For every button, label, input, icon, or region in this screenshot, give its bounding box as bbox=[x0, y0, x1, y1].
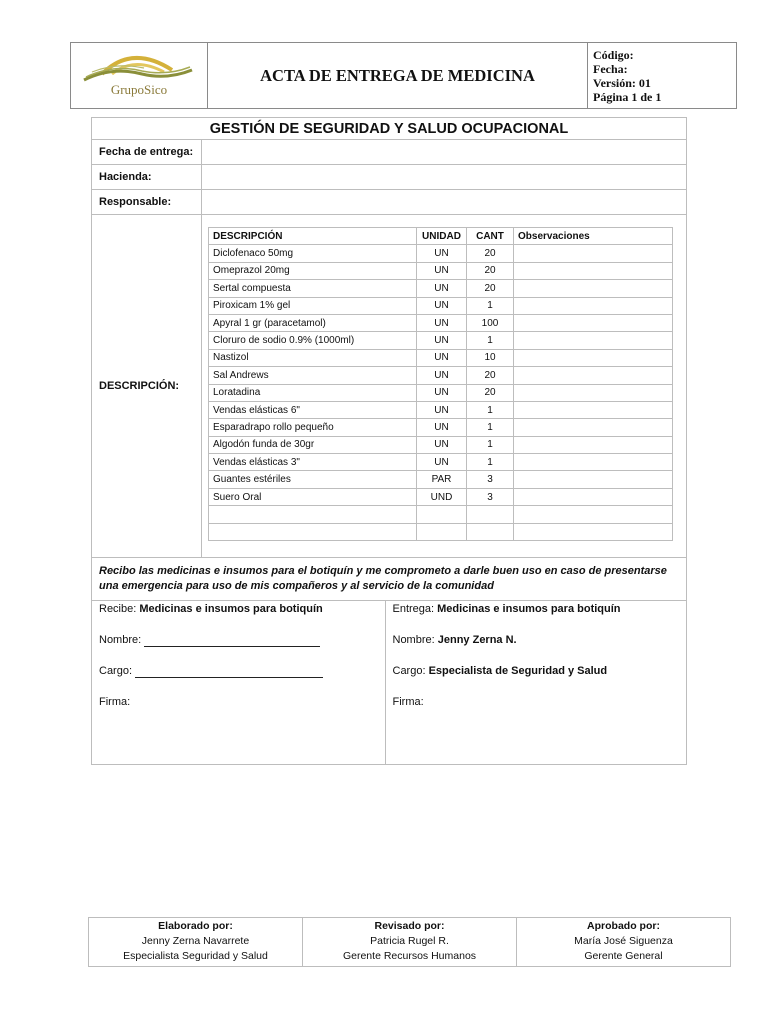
revisado-title: Revisado por: bbox=[374, 920, 445, 932]
cell-observaciones[interactable] bbox=[514, 471, 673, 488]
entrega-cargo-label: Cargo: bbox=[392, 665, 429, 678]
approval-footer bbox=[88, 917, 731, 967]
recibe-cargo-line bbox=[99, 663, 385, 694]
recibe-line bbox=[99, 601, 385, 632]
elaborado-role: Especialista Seguridad y Salud bbox=[123, 950, 268, 962]
cell-observaciones[interactable] bbox=[514, 523, 673, 540]
hacienda-field[interactable] bbox=[202, 165, 687, 190]
table-header-row bbox=[209, 228, 673, 245]
aprobado-name: María José Siguenza bbox=[574, 935, 673, 947]
signature-table bbox=[92, 601, 686, 764]
recibe-value: Medicinas e insumos para botiquín bbox=[139, 603, 323, 616]
cell-descripcion: Sal Andrews bbox=[209, 367, 417, 384]
table-row bbox=[209, 419, 673, 436]
cell-observaciones[interactable] bbox=[514, 332, 673, 349]
cell-observaciones[interactable] bbox=[514, 436, 673, 453]
cell-cant: 100 bbox=[467, 314, 514, 331]
cell-cant: 20 bbox=[467, 262, 514, 279]
cell-cant: 3 bbox=[467, 471, 514, 488]
cell-cant: 10 bbox=[467, 349, 514, 366]
col-header-cant: CANT bbox=[467, 228, 514, 245]
cell-unidad: UN bbox=[417, 314, 467, 331]
pagina-total: 1 bbox=[655, 89, 662, 104]
document-header bbox=[70, 42, 737, 109]
table-row bbox=[209, 245, 673, 262]
table-row bbox=[209, 488, 673, 505]
cell-descripcion: Algodón funda de 30gr bbox=[209, 436, 417, 453]
cell-observaciones[interactable] bbox=[514, 314, 673, 331]
section-title: GESTIÓN DE SEGURIDAD Y SALUD OCUPACIONAL bbox=[92, 118, 687, 140]
recibe-nombre-line bbox=[99, 632, 385, 663]
responsable-field[interactable] bbox=[202, 190, 687, 215]
entrega-nombre-label: Nombre: bbox=[392, 634, 438, 647]
cell-observaciones[interactable] bbox=[514, 384, 673, 401]
table-row bbox=[209, 436, 673, 453]
cell-descripcion: Omeprazol 20mg bbox=[209, 262, 417, 279]
medicine-form bbox=[91, 117, 687, 765]
entrega-line bbox=[393, 601, 687, 632]
cell-cant: 1 bbox=[467, 454, 514, 471]
cell-unidad: UN bbox=[417, 436, 467, 453]
revisado-role: Gerente Recursos Humanos bbox=[342, 950, 477, 962]
document-title: ACTA DE ENTREGA DE MEDICINA bbox=[208, 43, 588, 109]
elaborado-cell bbox=[89, 918, 303, 967]
signature-section bbox=[92, 601, 687, 765]
fecha-entrega-field[interactable] bbox=[202, 140, 687, 165]
table-row bbox=[209, 280, 673, 297]
cell-cant bbox=[467, 506, 514, 523]
table-row bbox=[209, 471, 673, 488]
table-row bbox=[209, 262, 673, 279]
elaborado-name: Jenny Zerna Navarrete bbox=[141, 935, 250, 947]
cell-observaciones[interactable] bbox=[514, 454, 673, 471]
cell-unidad bbox=[417, 506, 467, 523]
table-row bbox=[209, 401, 673, 418]
pagina-label bbox=[593, 90, 736, 104]
document-meta bbox=[588, 43, 737, 109]
cell-observaciones[interactable] bbox=[514, 262, 673, 279]
cell-unidad: PAR bbox=[417, 471, 467, 488]
table-row bbox=[209, 314, 673, 331]
cell-unidad bbox=[417, 523, 467, 540]
aprobado-cell bbox=[517, 918, 731, 967]
descripcion-label: DESCRIPCIÓN: bbox=[92, 215, 202, 558]
cell-observaciones[interactable] bbox=[514, 419, 673, 436]
elaborado-title: Elaborado por: bbox=[158, 920, 233, 932]
cell-descripcion: Diclofenaco 50mg bbox=[209, 245, 417, 262]
aprobado-title: Aprobado por: bbox=[587, 920, 660, 932]
col-header-descripcion: DESCRIPCIÓN bbox=[209, 228, 417, 245]
cell-descripcion: Loratadina bbox=[209, 384, 417, 401]
cell-unidad: UN bbox=[417, 419, 467, 436]
recibe-cargo-label: Cargo: bbox=[99, 665, 136, 678]
cell-cant: 1 bbox=[467, 436, 514, 453]
commitment-notice: Recibo las medicinas e insumos para el botiquín y me comprometo a darle buen uso en caso de presentarse una emergencia para uso de mis compañeros y al servicio de la comunidad bbox=[92, 558, 687, 601]
recibe-nombre-field[interactable] bbox=[144, 636, 320, 647]
cell-observaciones[interactable] bbox=[514, 349, 673, 366]
responsable-label: Responsable: bbox=[92, 190, 202, 215]
cell-descripcion: Vendas elásticas 3" bbox=[209, 454, 417, 471]
cell-descripcion: Piroxicam 1% gel bbox=[209, 297, 417, 314]
cell-unidad: UN bbox=[417, 262, 467, 279]
recibe-label: Recibe: bbox=[99, 603, 140, 616]
cell-unidad: UN bbox=[417, 384, 467, 401]
entrega-value: Medicinas e insumos para botiquín bbox=[437, 603, 621, 616]
cell-observaciones[interactable] bbox=[514, 367, 673, 384]
entrega-firma-label: Firma: bbox=[392, 696, 424, 709]
table-row bbox=[209, 454, 673, 471]
cell-descripcion: Suero Oral bbox=[209, 488, 417, 505]
aprobado-role: Gerente General bbox=[584, 950, 663, 962]
recibe-nombre-label: Nombre: bbox=[99, 634, 145, 647]
cell-cant: 20 bbox=[467, 367, 514, 384]
entrega-label: Entrega: bbox=[392, 603, 438, 616]
cell-cant: 1 bbox=[467, 297, 514, 314]
cell-cant: 20 bbox=[467, 245, 514, 262]
cell-descripcion: Apyral 1 gr (paracetamol) bbox=[209, 314, 417, 331]
table-row bbox=[209, 367, 673, 384]
cell-unidad: UN bbox=[417, 245, 467, 262]
cell-unidad: UND bbox=[417, 488, 467, 505]
cell-observaciones[interactable] bbox=[514, 280, 673, 297]
medicine-table bbox=[208, 227, 673, 541]
cell-descripcion bbox=[209, 523, 417, 540]
pagina-prefix: Página bbox=[593, 89, 632, 104]
entrega-cargo-value: Especialista de Seguridad y Salud bbox=[428, 665, 608, 678]
cell-descripcion: Nastizol bbox=[209, 349, 417, 366]
cell-descripcion: Cloruro de sodio 0.9% (1000ml) bbox=[209, 332, 417, 349]
hacienda-label: Hacienda: bbox=[92, 165, 202, 190]
cell-unidad: UN bbox=[417, 297, 467, 314]
logo-cell bbox=[71, 43, 208, 109]
cell-observaciones[interactable] bbox=[514, 506, 673, 523]
cell-cant: 1 bbox=[467, 401, 514, 418]
table-row bbox=[209, 506, 673, 523]
fecha-entrega-label: Fecha de entrega: bbox=[92, 140, 202, 165]
cell-descripcion bbox=[209, 506, 417, 523]
recibe-firma-line bbox=[99, 694, 385, 725]
cell-observaciones[interactable] bbox=[514, 297, 673, 314]
cell-descripcion: Esparadrapo rollo pequeño bbox=[209, 419, 417, 436]
table-row bbox=[209, 297, 673, 314]
entrega-cargo-line bbox=[393, 663, 687, 694]
cell-cant: 3 bbox=[467, 488, 514, 505]
pagina-de: de bbox=[637, 89, 656, 104]
cell-cant bbox=[467, 523, 514, 540]
codigo-label: Código: bbox=[593, 47, 634, 62]
recibe-cargo-field[interactable] bbox=[135, 667, 323, 678]
entrega-nombre-value: Jenny Zerna N. bbox=[437, 634, 517, 647]
table-row bbox=[209, 332, 673, 349]
cell-descripcion: Sertal compuesta bbox=[209, 280, 417, 297]
entrega-firma-line bbox=[393, 694, 687, 725]
entrega-nombre-line bbox=[393, 632, 687, 663]
cell-cant: 20 bbox=[467, 280, 514, 297]
pagina-num: 1 bbox=[631, 89, 638, 104]
col-header-observaciones: Observaciones bbox=[514, 228, 673, 245]
cell-descripcion: Vendas elásticas 6" bbox=[209, 401, 417, 418]
cell-cant: 1 bbox=[467, 419, 514, 436]
cell-descripcion: Guantes estériles bbox=[209, 471, 417, 488]
version-label: Versión: 01 bbox=[593, 75, 651, 90]
cell-unidad: UN bbox=[417, 367, 467, 384]
revisado-name: Patricia Rugel R. bbox=[370, 935, 449, 947]
cell-unidad: UN bbox=[417, 401, 467, 418]
cell-observaciones[interactable] bbox=[514, 401, 673, 418]
gruposico-logo-icon bbox=[72, 44, 206, 102]
recibe-firma-label: Firma: bbox=[99, 696, 131, 709]
cell-unidad: UN bbox=[417, 349, 467, 366]
table-row bbox=[209, 384, 673, 401]
table-row bbox=[209, 349, 673, 366]
cell-unidad: UN bbox=[417, 332, 467, 349]
cell-unidad: UN bbox=[417, 280, 467, 297]
fecha-meta-label: Fecha: bbox=[593, 61, 628, 76]
col-header-unidad: UNIDAD bbox=[417, 228, 467, 245]
logo-text: GrupoSico bbox=[110, 82, 168, 97]
cell-observaciones[interactable] bbox=[514, 488, 673, 505]
recibe-block bbox=[92, 601, 385, 764]
entrega-block bbox=[385, 601, 686, 764]
descripcion-cell bbox=[202, 215, 687, 558]
cell-cant: 20 bbox=[467, 384, 514, 401]
table-row bbox=[209, 523, 673, 540]
cell-unidad: UN bbox=[417, 454, 467, 471]
cell-observaciones[interactable] bbox=[514, 245, 673, 262]
cell-cant: 1 bbox=[467, 332, 514, 349]
revisado-cell bbox=[303, 918, 517, 967]
